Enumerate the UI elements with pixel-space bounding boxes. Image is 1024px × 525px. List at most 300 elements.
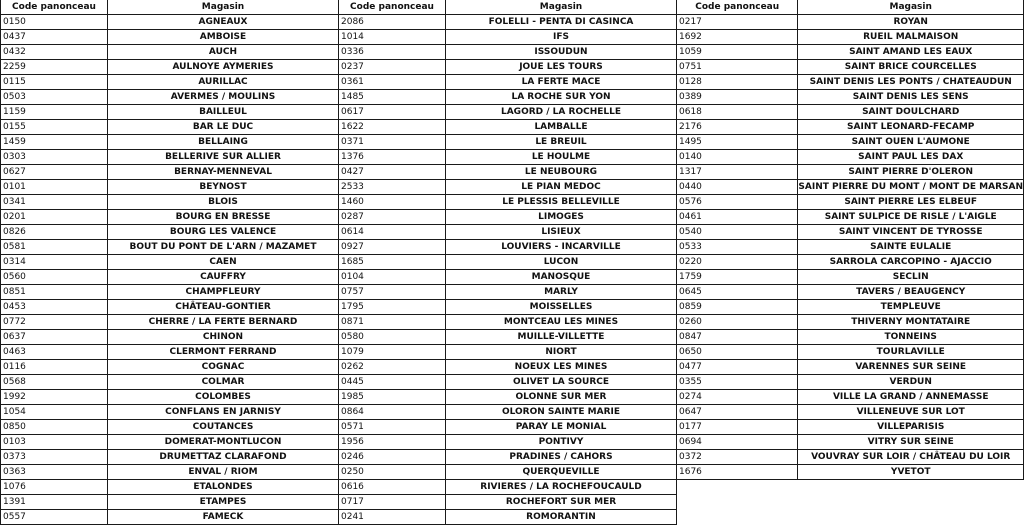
- store-cell: VERDUN: [798, 375, 1024, 390]
- store-cell: BERNAY-MENNEVAL: [108, 165, 339, 180]
- code-cell: 0104: [339, 270, 446, 285]
- code-cell: 0576: [677, 195, 798, 210]
- header-store: Magasin: [446, 0, 677, 15]
- store-cell: CAUFFRY: [108, 270, 339, 285]
- store-cell: CONFLANS EN JARNISY: [108, 405, 339, 420]
- table-row: [1, 360, 339, 375]
- table-row: [677, 345, 1024, 360]
- code-cell: 0177: [677, 420, 798, 435]
- code-cell: 1622: [339, 120, 446, 135]
- store-cell: LE HOULME: [446, 150, 677, 165]
- code-cell: 0217: [677, 15, 798, 30]
- store-cell: VILLENEUVE SUR LOT: [798, 405, 1024, 420]
- code-cell: 0617: [339, 105, 446, 120]
- code-cell: 0128: [677, 75, 798, 90]
- store-cell: SAINT OUEN L'AUMONE: [798, 135, 1024, 150]
- table-row: [677, 360, 1024, 375]
- header-row: [339, 0, 677, 15]
- code-cell: 0757: [339, 285, 446, 300]
- table-row: [339, 225, 677, 240]
- table-row: [339, 480, 677, 495]
- table-row: [677, 120, 1024, 135]
- code-cell: 1014: [339, 30, 446, 45]
- store-cell: THIVERNY MONTATAIRE: [798, 315, 1024, 330]
- table-row: [1, 285, 339, 300]
- store-cell: PONTIVY: [446, 435, 677, 450]
- header-code: Code panonceau: [339, 0, 446, 15]
- table-row: [1, 105, 339, 120]
- table-row: [339, 75, 677, 90]
- store-cell: LE NEUBOURG: [446, 165, 677, 180]
- code-cell: 0241: [339, 510, 446, 525]
- code-cell: 0303: [1, 150, 108, 165]
- table-row: [339, 450, 677, 465]
- code-cell: 2259: [1, 60, 108, 75]
- store-cell: COLOMBES: [108, 390, 339, 405]
- store-cell: LAGORD / LA ROCHELLE: [446, 105, 677, 120]
- table-row: [339, 255, 677, 270]
- store-cell: LA ROCHE SUR YON: [446, 90, 677, 105]
- code-cell: 0355: [677, 375, 798, 390]
- table-row: [339, 420, 677, 435]
- code-cell: 1676: [677, 465, 798, 480]
- code-cell: 0260: [677, 315, 798, 330]
- table-row: [1, 480, 339, 495]
- code-cell: 0461: [677, 210, 798, 225]
- code-cell: 0616: [339, 480, 446, 495]
- store-cell: TAVERS / BEAUGENCY: [798, 285, 1024, 300]
- code-cell: 1485: [339, 90, 446, 105]
- store-cell: MONTCEAU LES MINES: [446, 315, 677, 330]
- store-cell: BLOIS: [108, 195, 339, 210]
- store-cell: ROCHEFORT SUR MER: [446, 495, 677, 510]
- table-row: [1, 135, 339, 150]
- table-row: [339, 90, 677, 105]
- table-row: [677, 75, 1024, 90]
- code-cell: 0101: [1, 180, 108, 195]
- table-row: [677, 285, 1024, 300]
- store-cell: ETALONDES: [108, 480, 339, 495]
- store-cell: LE BREUIL: [446, 135, 677, 150]
- header-store: Magasin: [798, 0, 1024, 15]
- code-cell: 0751: [677, 60, 798, 75]
- table-row: [339, 15, 677, 30]
- store-cell: VILLEPARISIS: [798, 420, 1024, 435]
- code-cell: 0440: [677, 180, 798, 195]
- code-cell: 1956: [339, 435, 446, 450]
- store-cell: OLORON SAINTE MARIE: [446, 405, 677, 420]
- code-cell: 0115: [1, 75, 108, 90]
- store-cell: RUEIL MALMAISON: [798, 30, 1024, 45]
- table-row: [339, 330, 677, 345]
- code-cell: 0453: [1, 300, 108, 315]
- store-cell: LIMOGES: [446, 210, 677, 225]
- store-cell: JOUE LES TOURS: [446, 60, 677, 75]
- table-row: [677, 375, 1024, 390]
- store-cell: TONNEINS: [798, 330, 1024, 345]
- code-cell: 0851: [1, 285, 108, 300]
- table-row: [1, 165, 339, 180]
- code-cell: 1076: [1, 480, 108, 495]
- table-row: [1, 495, 339, 510]
- table-row: [339, 135, 677, 150]
- table-row: [339, 315, 677, 330]
- code-cell: 0540: [677, 225, 798, 240]
- store-cell: ROYAN: [798, 15, 1024, 30]
- table-row: [677, 45, 1024, 60]
- store-cell: SAINT BRICE COURCELLES: [798, 60, 1024, 75]
- table-row: [1, 225, 339, 240]
- table-row: [677, 165, 1024, 180]
- code-cell: 0627: [1, 165, 108, 180]
- code-cell: 0140: [677, 150, 798, 165]
- code-cell: 0116: [1, 360, 108, 375]
- store-cell: SAINT PAUL LES DAX: [798, 150, 1024, 165]
- code-cell: 0341: [1, 195, 108, 210]
- store-cell: SAINT PIERRE D'OLERON: [798, 165, 1024, 180]
- table-row: [339, 435, 677, 450]
- table-row: [1, 180, 339, 195]
- store-cell: SARROLA CARCOPINO - AJACCIO: [798, 255, 1024, 270]
- store-cell: SAINT PIERRE LES ELBEUF: [798, 195, 1024, 210]
- store-cell: BOUT DU PONT DE L'ARN / MAZAMET: [108, 240, 339, 255]
- code-cell: 0847: [677, 330, 798, 345]
- table-row: [677, 300, 1024, 315]
- code-cell: 0336: [339, 45, 446, 60]
- table-row: [1, 45, 339, 60]
- table-row: [677, 330, 1024, 345]
- table-row: [339, 285, 677, 300]
- code-cell: 2176: [677, 120, 798, 135]
- store-cell: ETAMPES: [108, 495, 339, 510]
- table-row: [677, 405, 1024, 420]
- table-row: [677, 315, 1024, 330]
- table-row: [1, 120, 339, 135]
- store-cell: PARAY LE MONIAL: [446, 420, 677, 435]
- store-cell: YVETOT: [798, 465, 1024, 480]
- code-cell: 0220: [677, 255, 798, 270]
- store-cell: BELLERIVE SUR ALLIER: [108, 150, 339, 165]
- code-cell: 1054: [1, 405, 108, 420]
- code-cell: 0287: [339, 210, 446, 225]
- table-row: [339, 270, 677, 285]
- code-cell: 0859: [677, 300, 798, 315]
- table-row: [677, 225, 1024, 240]
- table-row: [1, 465, 339, 480]
- table-row: [677, 210, 1024, 225]
- store-cell: IFS: [446, 30, 677, 45]
- store-cell: DRUMETTAZ CLARAFOND: [108, 450, 339, 465]
- code-cell: 0717: [339, 495, 446, 510]
- store-cell: BOURG EN BRESSE: [108, 210, 339, 225]
- table-row: [1, 150, 339, 165]
- table-row: [339, 300, 677, 315]
- header-code: Code panonceau: [677, 0, 798, 15]
- store-cell: SAINT DENIS LES SENS: [798, 90, 1024, 105]
- code-cell: 0361: [339, 75, 446, 90]
- table-row: [339, 390, 677, 405]
- table-row: [677, 255, 1024, 270]
- code-cell: 1376: [339, 150, 446, 165]
- code-cell: 0568: [1, 375, 108, 390]
- store-cell: FAMECK: [108, 510, 339, 525]
- table-row: [339, 30, 677, 45]
- store-cell: CHÂTEAU-GONTIER: [108, 300, 339, 315]
- code-cell: 0571: [339, 420, 446, 435]
- table-row: [339, 510, 677, 525]
- store-cell: CHAMPFLEURY: [108, 285, 339, 300]
- code-cell: 0445: [339, 375, 446, 390]
- store-cell: LUCON: [446, 255, 677, 270]
- store-cell: RIVIERES / LA ROCHEFOUCAULD: [446, 480, 677, 495]
- code-cell: 0103: [1, 435, 108, 450]
- table-row: [339, 240, 677, 255]
- store-cell: QUERQUEVILLE: [446, 465, 677, 480]
- store-cell: COGNAC: [108, 360, 339, 375]
- code-cell: 0250: [339, 465, 446, 480]
- table-row: [677, 450, 1024, 465]
- code-cell: 0581: [1, 240, 108, 255]
- store-table-2: [338, 0, 677, 525]
- store-cell: NIORT: [446, 345, 677, 360]
- table-row: [677, 465, 1024, 480]
- code-cell: 0650: [677, 345, 798, 360]
- table-row: [339, 195, 677, 210]
- store-cell: AGNEAUX: [108, 15, 339, 30]
- store-cell: ROMORANTIN: [446, 510, 677, 525]
- store-cell: VILLE LA GRAND / ANNEMASSE: [798, 390, 1024, 405]
- code-cell: 0618: [677, 105, 798, 120]
- code-cell: 0150: [1, 15, 108, 30]
- code-cell: 0432: [1, 45, 108, 60]
- table-row: [677, 90, 1024, 105]
- code-cell: 1317: [677, 165, 798, 180]
- code-cell: 0477: [677, 360, 798, 375]
- store-cell: AUCH: [108, 45, 339, 60]
- code-cell: 0155: [1, 120, 108, 135]
- table-row: [1, 405, 339, 420]
- code-cell: 1795: [339, 300, 446, 315]
- table-row: [1, 255, 339, 270]
- code-cell: 1079: [339, 345, 446, 360]
- store-cell: BELLAING: [108, 135, 339, 150]
- table-row: [677, 30, 1024, 45]
- table-row: [1, 435, 339, 450]
- table-row: [339, 375, 677, 390]
- code-cell: 0372: [677, 450, 798, 465]
- code-cell: 0557: [1, 510, 108, 525]
- store-cell: BOURG LES VALENCE: [108, 225, 339, 240]
- code-cell: 1391: [1, 495, 108, 510]
- table-row: [677, 150, 1024, 165]
- table-row: [1, 450, 339, 465]
- store-cell: CLERMONT FERRAND: [108, 345, 339, 360]
- code-cell: 1985: [339, 390, 446, 405]
- table-row: [677, 240, 1024, 255]
- code-cell: 1460: [339, 195, 446, 210]
- table-row: [677, 270, 1024, 285]
- table-row: [1, 210, 339, 225]
- store-table-3: [676, 0, 1024, 480]
- header-row: [1, 0, 339, 15]
- code-cell: 1692: [677, 30, 798, 45]
- table-row: [1, 420, 339, 435]
- table-row: [339, 210, 677, 225]
- table-row: [339, 495, 677, 510]
- header-code: Code panonceau: [1, 0, 108, 15]
- store-cell: SAINT VINCENT DE TYROSSE: [798, 225, 1024, 240]
- code-cell: 0871: [339, 315, 446, 330]
- table-row: [677, 60, 1024, 75]
- store-cell: CHERRE / LA FERTE BERNARD: [108, 315, 339, 330]
- code-cell: 0850: [1, 420, 108, 435]
- code-cell: 0927: [339, 240, 446, 255]
- code-cell: 0246: [339, 450, 446, 465]
- store-cell: LE PIAN MEDOC: [446, 180, 677, 195]
- header-row: [677, 0, 1024, 15]
- store-cell: OLIVET LA SOURCE: [446, 375, 677, 390]
- table-row: [677, 435, 1024, 450]
- table-row: [1, 240, 339, 255]
- code-cell: 0864: [339, 405, 446, 420]
- store-cell: AULNOYE AYMERIES: [108, 60, 339, 75]
- table-row: [339, 105, 677, 120]
- code-cell: 0314: [1, 255, 108, 270]
- store-cell: MARLY: [446, 285, 677, 300]
- code-cell: 1459: [1, 135, 108, 150]
- code-cell: 0614: [339, 225, 446, 240]
- store-cell: ISSOUDUN: [446, 45, 677, 60]
- store-cell: ENVAL / RIOM: [108, 465, 339, 480]
- code-cell: 0826: [1, 225, 108, 240]
- store-cell: BAR LE DUC: [108, 120, 339, 135]
- store-cell: CAEN: [108, 255, 339, 270]
- table-row: [677, 135, 1024, 150]
- table-row: [339, 45, 677, 60]
- code-cell: 1059: [677, 45, 798, 60]
- code-cell: 0580: [339, 330, 446, 345]
- code-cell: 0560: [1, 270, 108, 285]
- code-cell: 0373: [1, 450, 108, 465]
- store-cell: FOLELLI - PENTA DI CASINCA: [446, 15, 677, 30]
- store-cell: MOISSELLES: [446, 300, 677, 315]
- store-cell: BEYNOST: [108, 180, 339, 195]
- table-row: [1, 90, 339, 105]
- store-cell: PRADINES / CAHORS: [446, 450, 677, 465]
- table-row: [1, 300, 339, 315]
- store-cell: SAINT AMAND LES EAUX: [798, 45, 1024, 60]
- store-cell: OLONNE SUR MER: [446, 390, 677, 405]
- table-row: [1, 195, 339, 210]
- store-cell: AURILLAC: [108, 75, 339, 90]
- code-cell: 0645: [677, 285, 798, 300]
- store-cell: SECLIN: [798, 270, 1024, 285]
- store-cell: LOUVIERS - INCARVILLE: [446, 240, 677, 255]
- table-row: [1, 330, 339, 345]
- table-row: [339, 465, 677, 480]
- code-cell: 2533: [339, 180, 446, 195]
- store-cell: LAMBALLE: [446, 120, 677, 135]
- code-cell: 0371: [339, 135, 446, 150]
- store-cell: AMBOISE: [108, 30, 339, 45]
- table-row: [677, 105, 1024, 120]
- store-cell: SAINT PIERRE DU MONT / MONT DE MARSAN: [798, 180, 1024, 195]
- store-cell: COLMAR: [108, 375, 339, 390]
- store-cell: VITRY SUR SEINE: [798, 435, 1024, 450]
- store-cell: AVERMES / MOULINS: [108, 90, 339, 105]
- code-cell: 0503: [1, 90, 108, 105]
- code-cell: 0201: [1, 210, 108, 225]
- store-cell: LE PLESSIS BELLEVILLE: [446, 195, 677, 210]
- table-row: [339, 345, 677, 360]
- code-cell: 0437: [1, 30, 108, 45]
- code-cell: 0237: [339, 60, 446, 75]
- store-cell: BAILLEUL: [108, 105, 339, 120]
- store-cell: SAINT LEONARD-FECAMP: [798, 120, 1024, 135]
- code-cell: 0389: [677, 90, 798, 105]
- table-row: [339, 360, 677, 375]
- store-cell: TEMPLEUVE: [798, 300, 1024, 315]
- table-row: [1, 390, 339, 405]
- store-table-1: [0, 0, 339, 525]
- table-row: [1, 60, 339, 75]
- table-row: [339, 150, 677, 165]
- table-row: [339, 60, 677, 75]
- table-row: [1, 510, 339, 525]
- code-cell: 2086: [339, 15, 446, 30]
- store-cell: SAINT SULPICE DE RISLE / L'AIGLE: [798, 210, 1024, 225]
- code-cell: 1159: [1, 105, 108, 120]
- table-row: [339, 165, 677, 180]
- store-cell: CHINON: [108, 330, 339, 345]
- store-cell: COUTANCES: [108, 420, 339, 435]
- store-cell: MANOSQUE: [446, 270, 677, 285]
- code-cell: 0637: [1, 330, 108, 345]
- store-cell: NOEUX LES MINES: [446, 360, 677, 375]
- code-cell: 0533: [677, 240, 798, 255]
- store-cell: VARENNES SUR SEINE: [798, 360, 1024, 375]
- table-row: [1, 15, 339, 30]
- store-cell: LA FERTE MACE: [446, 75, 677, 90]
- table-row: [677, 390, 1024, 405]
- store-cell: SAINTE EULALIE: [798, 240, 1024, 255]
- table-row: [1, 375, 339, 390]
- code-cell: 1685: [339, 255, 446, 270]
- code-cell: 0262: [339, 360, 446, 375]
- table-row: [677, 180, 1024, 195]
- code-cell: 0427: [339, 165, 446, 180]
- store-cell: SAINT DENIS LES PONTS / CHATEAUDUN: [798, 75, 1024, 90]
- header-store: Magasin: [108, 0, 339, 15]
- table-row: [677, 420, 1024, 435]
- code-cell: 0463: [1, 345, 108, 360]
- table-row: [1, 270, 339, 285]
- store-cell: DOMERAT-MONTLUCON: [108, 435, 339, 450]
- code-cell: 0363: [1, 465, 108, 480]
- store-cell: VOUVRAY SUR LOIR / CHÂTEAU DU LOIR: [798, 450, 1024, 465]
- table-row: [1, 30, 339, 45]
- table-row: [1, 315, 339, 330]
- store-cell: TOURLAVILLE: [798, 345, 1024, 360]
- code-cell: 0694: [677, 435, 798, 450]
- table-row: [677, 15, 1024, 30]
- table-row: [1, 345, 339, 360]
- table-row: [339, 180, 677, 195]
- store-cell: MUILLE-VILLETTE: [446, 330, 677, 345]
- table-row: [1, 75, 339, 90]
- code-cell: 1992: [1, 390, 108, 405]
- table-row: [677, 195, 1024, 210]
